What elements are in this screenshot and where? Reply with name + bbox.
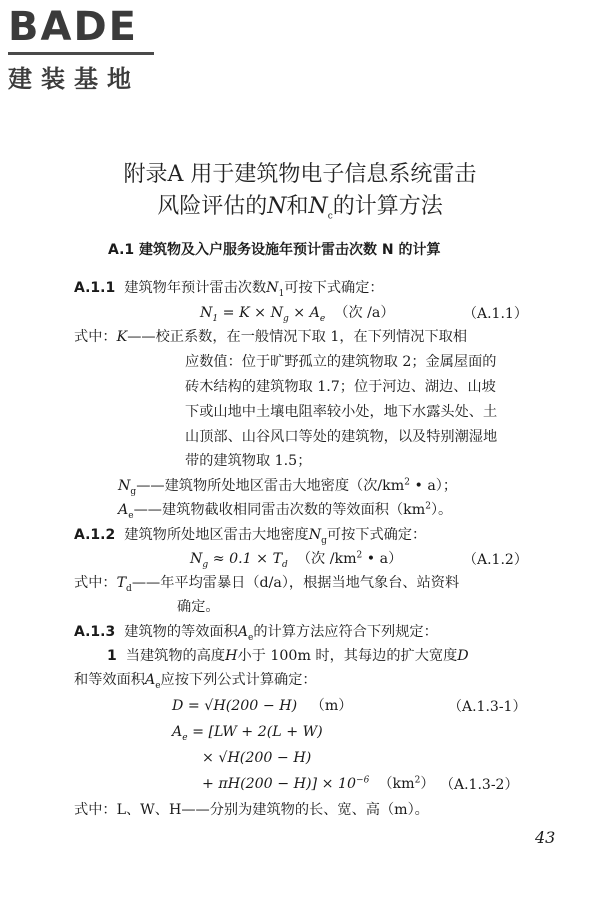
clause-a-1-1: A.1.1 建筑物年预计雷击次数$N_1$可按下式确定： <box>74 280 384 299</box>
equation-a-1-2: $N_g \approx 0.1 \times T_d$ （次 $/km^2$ • a） <box>190 550 403 570</box>
equation-a-1-3-2-line3: + $\pi H(200 - H)] \times 10^{-6}$ $(km^2)$ <box>202 775 435 792</box>
k-description-line: 砖木结构的建筑物取 1.7；位于河边、湖边、山坡 <box>185 379 496 395</box>
logo-divider <box>8 52 154 55</box>
section-heading: A.1 建筑物及入户服务设施年预计雷击次数 N 的计算 <box>108 242 441 258</box>
equation-a-1-1: $N_1 = K \times N_g \times A_e$ （次 /a） <box>200 305 395 324</box>
k-description-line: 山顶部、山谷风口等处的建筑物，以及特别潮湿地 <box>185 429 498 445</box>
clause-a-1-2: A.1.2 建筑物所处地区雷击大地密度$N_g$可按下式确定： <box>74 527 427 546</box>
equation-number-a-1-3-1: （A.1.3-1） <box>448 699 527 715</box>
equation-number-a-1-3-2: （A.1.3-2） <box>440 777 519 793</box>
td-description-line: 确定。 <box>177 599 220 615</box>
where-td-line: 式中：$T_d——$年平均雷暴日（d/a），根据当地气象台、站资料 <box>74 575 460 594</box>
page-number: 43 <box>535 828 556 847</box>
equation-a-1-3-2-line2: × √H(200 − H) <box>202 750 312 766</box>
equation-a-1-3-2-line1: $A_e = [LW + 2(L + W)$ <box>172 724 323 743</box>
equation-number-a-1-2: （A.1.2） <box>463 552 528 568</box>
appendix-title-line2: 风险评估的N和$N_c$的计算方法 <box>157 194 443 222</box>
equation-number-a-1-1: （A.1.1） <box>463 306 528 322</box>
item-1-line1: 1 当建筑物的高度H小于 100m 时，其每边的扩大宽度D <box>107 648 469 664</box>
logo-subtitle: 建装基地 <box>8 65 140 93</box>
bade-logo <box>8 4 154 94</box>
where-k-line: 式中：K——校正系数，在一般情况下取 1，在下列情况下取相 <box>74 329 468 345</box>
k-description-line: 下或山地中土壤电阻率较小处，地下水露头处、土 <box>185 404 498 420</box>
k-description-line: 带的建筑物取 1.5； <box>185 453 312 469</box>
where-lwh-line: 式中：L、W、H——分别为建筑物的长、宽、高（m）。 <box>74 802 429 818</box>
k-description-line: 应数值：位于旷野孤立的建筑物取 2；金属屋面的 <box>185 354 497 370</box>
item-1-line2: 和等效面积$A_e$应按下列公式计算确定： <box>74 672 317 691</box>
equation-a-1-3-1: D = √H(200 − H) （m） <box>172 698 353 714</box>
where-ae-line: $A_e——$建筑物截收相同雷击次数的等效面积$(km^2)$。 <box>118 501 453 521</box>
appendix-title-line1: 附录A 用于建筑物电子信息系统雷击 <box>123 162 477 187</box>
clause-a-1-3: A.1.3 建筑物的等效面积$A_e$的计算方法应符合下列规定： <box>74 624 438 643</box>
logo-wordmark: BADE <box>8 4 138 50</box>
where-ng-line: $N_g——$建筑物所处地区雷击大地密度（次$/km^2$ • a）； <box>118 477 458 497</box>
